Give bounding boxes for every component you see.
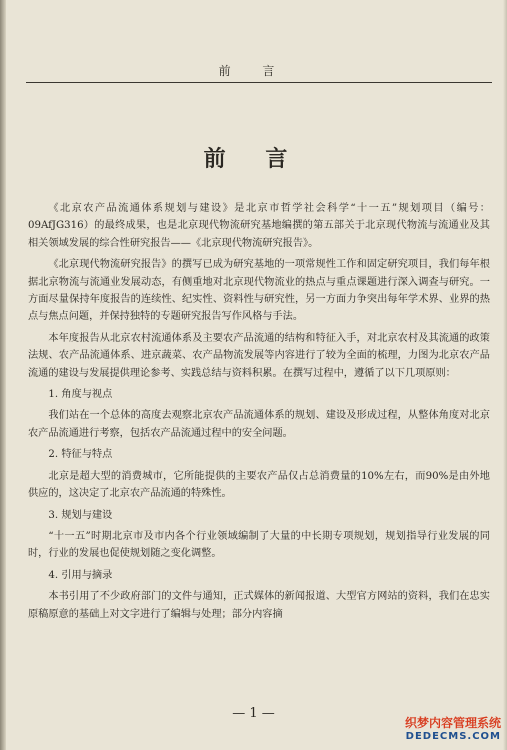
section-text-2: 北京是超大型的消费城市，它所能提供的主要农产品仅占总消费量的10%左右，而90%是由外地供应的，这决定了北京农产品流通的特殊性。 — [28, 470, 490, 500]
watermark-url: DEDECMS.COM — [405, 731, 501, 742]
section-text-4: 本书引用了不少政府部门的文件与通知，正式媒体的新闻报道、大型官方网站的资料，我们在忠实原稿原意的基础上对文字进行了编辑与处理；部分内容摘 — [28, 591, 490, 620]
site-watermark — [405, 714, 501, 742]
section-heading-4: 4. 引用与摘录 — [48, 569, 113, 581]
section-heading-2: 2. 特征与特点 — [48, 449, 113, 461]
paragraph-2: 《北京现代物流研究报告》的撰写已成为研究基地的一项常规性工作和固定研究项目，我们每年根据北京物流与流通业发展动态，有侧重地对北京现代物流业的热点与重点课题进行深入调查与研究。一方面尽量保持年度报告的连续性、纪实性、资料性与研究性，另一方面力争突出每年学术界、业界的热点与焦点问题，并保持独特的专题研究报告写作风格与手法。 — [28, 259, 490, 323]
running-head: 前 言 — [218, 64, 289, 78]
section-text-3: “十一五”时期北京市及市内各个行业领域编制了大量的中长期专项规划，规划指导行业发展的同时，行业的发展也促使规划随之变化调整。 — [28, 530, 490, 560]
page-title: 前 言 — [203, 146, 304, 172]
page-number: — 1 — — [232, 706, 275, 721]
section-heading-1: 1. 角度与视点 — [48, 389, 113, 401]
body-text — [28, 200, 490, 627]
section-text-1: 我们站在一个总体的高度去观察北京农产品流通体系的规划、建设及形成过程，从整体角度对北京农产品流通进行考察，包括农产品流通过程中的安全问题。 — [28, 410, 490, 439]
book-spine-shadow — [0, 0, 6, 750]
watermark-title: 织梦内容管理系统 — [404, 716, 501, 730]
paragraph-3: 本年度报告从北京农村流通体系及主要农产品流通的结构和特征入手，对北京农村及其流通的政策法规、农产品流通体系、进京蔬菜、农产品物流发展等内容进行了较为全面的梳理，力图为北京农产品流通的建设与发展提供理论参考、实践总结与资料积累。在撰写过程中，遵循了以下几项原则： — [28, 332, 490, 379]
header-rule — [26, 82, 492, 83]
section-heading-3: 3. 规划与建设 — [48, 509, 113, 521]
paragraph-1: 《北京农产品流通体系规划与建设》是北京市哲学社会科学“十一五”规划项目（编号：09AfJG316）的最终成果，也是北京现代物流研究基地编撰的第五部关于北京现代物流与流通业及其相关领域发展的综合性研究报告——《北京现代物流研究报告》。 — [28, 203, 490, 249]
page-edge-shadow — [503, 0, 507, 750]
